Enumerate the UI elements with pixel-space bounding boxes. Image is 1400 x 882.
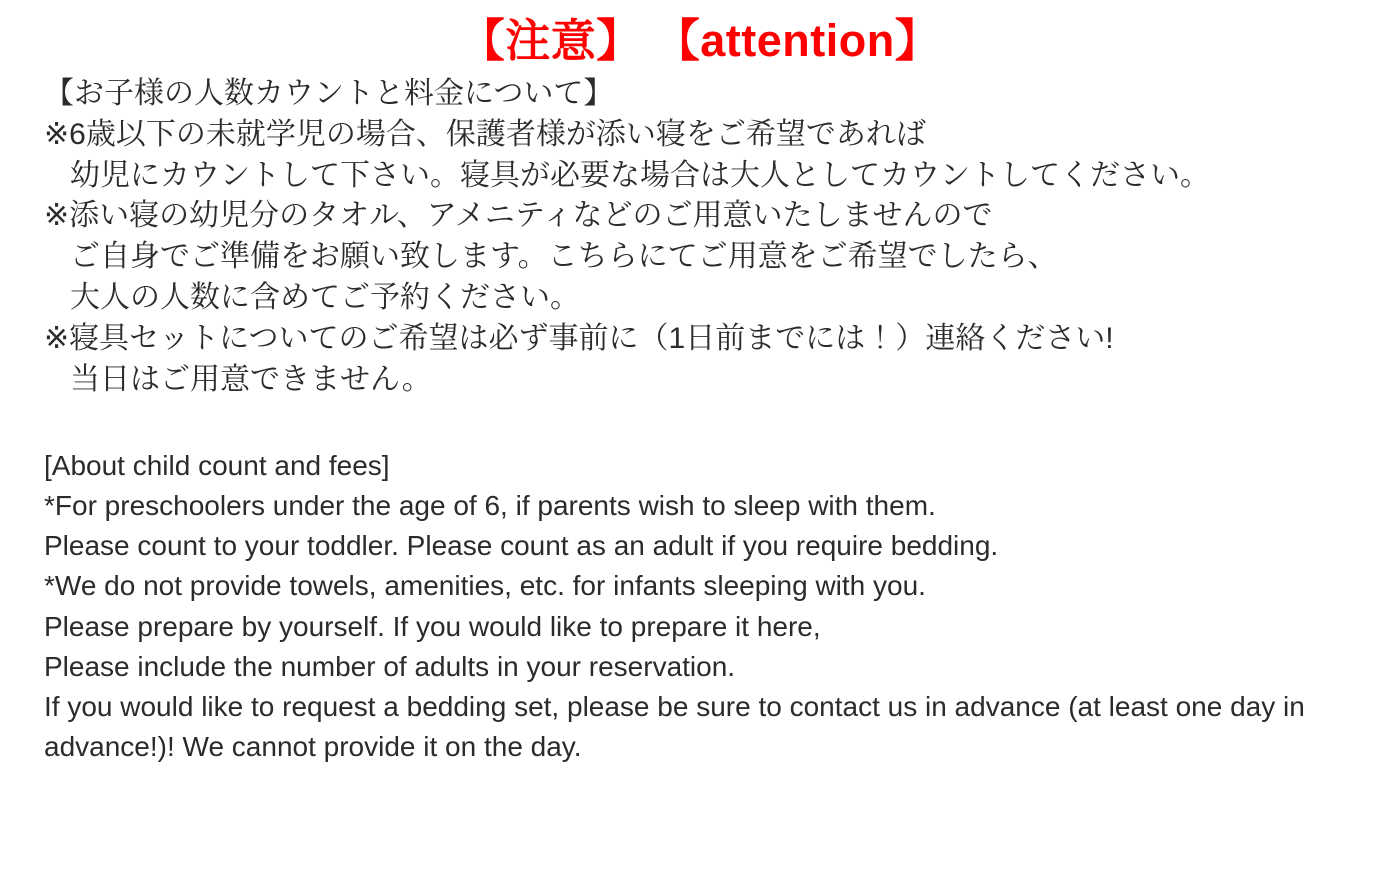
- english-line-1: *For preschoolers under the age of 6, if parents wish to sleep with them.: [44, 490, 936, 522]
- english-line-3: *We do not provide towels, amenities, etc. for infants sleeping with you.: [44, 570, 926, 602]
- page-title: 【注意】 【attention】: [459, 15, 941, 66]
- japanese-line-3: ※添い寝の幼児分のタオル、アメニティなどのご用意いたしませんので: [44, 199, 993, 233]
- japanese-line-2: 幼児にカウントして下さい。寝具が必要な場合は大人としてカウントしてください。: [70, 158, 1210, 192]
- japanese-line-5: 大人の人数に含めてご予約ください。: [70, 280, 580, 314]
- japanese-line-1: ※6歳以下の未就学児の場合、保護者様が添い寝をご希望であれば: [44, 117, 926, 151]
- english-line-4: Please prepare by yourself. If you would like to prepare it here,: [44, 610, 821, 642]
- english-line-2: Please count to your toddler. Please count as an adult if you require bedding.: [44, 530, 999, 562]
- japanese-line-7: 当日はご用意できません。: [70, 362, 432, 396]
- japanese-notice-section: [0, 74, 1400, 400]
- japanese-heading: 【お子様の人数カウントと料金について】: [44, 77, 614, 110]
- section-divider: [0, 400, 1400, 446]
- english-line-6: If you would like to request a bedding set, please be sure to contact us in advance (at least one day in advance!)! We cannot provide it on the day.: [44, 690, 1305, 762]
- english-heading: [About child count and fees]: [44, 450, 390, 482]
- english-notice-section: [0, 446, 1400, 766]
- notice-page: [0, 14, 1400, 882]
- english-line-5: Please include the number of adults in your reservation.: [44, 650, 736, 682]
- japanese-line-4: ご自身でご準備をお願い致します。こちらにてご用意をご希望でしたら、: [70, 240, 1058, 274]
- japanese-line-6: ※寝具セットについてのご希望は必ず事前に（1日前までには！）連絡ください!: [44, 321, 1114, 355]
